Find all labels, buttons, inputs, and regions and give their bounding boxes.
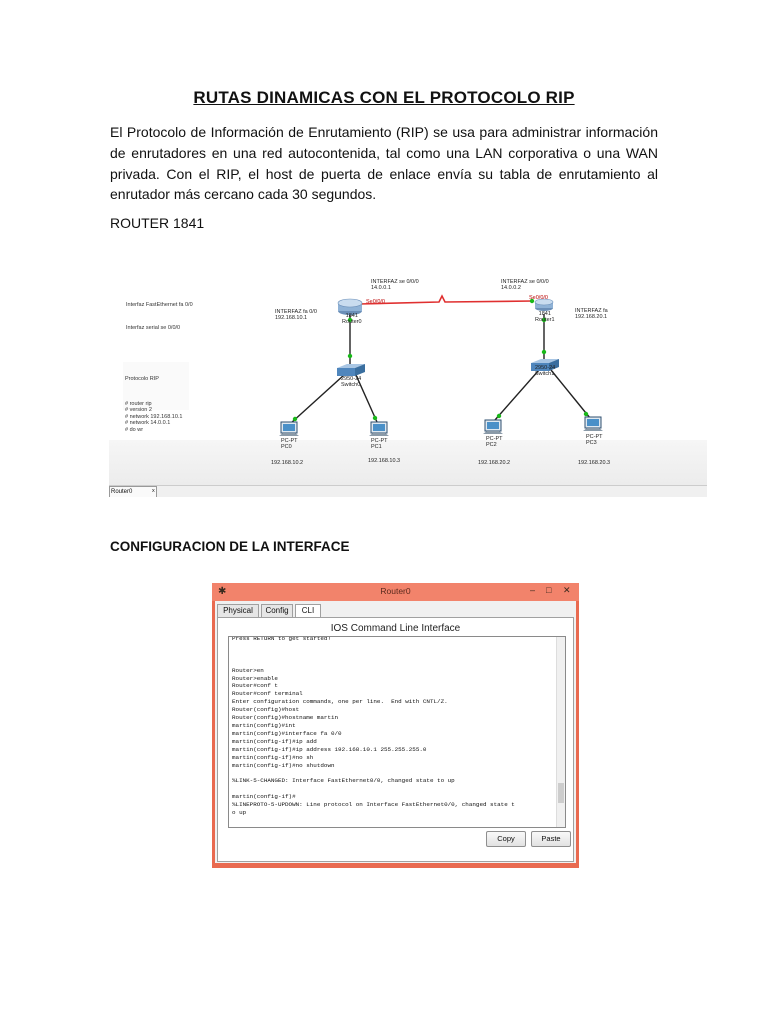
label-serial-left: INTERFAZ se 0/0/0 14.0.0.1: [371, 279, 419, 292]
window-titlebar[interactable]: [212, 583, 579, 601]
label-pc0: PC-PT PC0: [281, 438, 298, 451]
maximize-icon[interactable]: □: [546, 585, 552, 595]
link-dot: [348, 354, 352, 358]
status-tab-label: Router0: [111, 489, 133, 495]
link-dot: [497, 414, 501, 418]
router0-cli-window: [212, 583, 579, 868]
serial-link: [359, 296, 533, 304]
intro-paragraph: El Protocolo de Información de Enrutamiento (RIP) se usa para administrar información de enrutadores en una red autocontenida, tal como una LAN corporativa o una WAN privada. Con el RIP, el host de puerta de enlace envía su tabla de enrutamiento al enrutador más cercano cada 30 segundos.: [110, 124, 658, 203]
paste-button[interactable]: Paste: [531, 831, 571, 847]
label-pc1: PC-PT PC1: [371, 438, 388, 451]
label-switch0: 2950-24 Switch0: [341, 376, 362, 389]
tab-physical[interactable]: Physical: [217, 604, 259, 618]
minimize-icon[interactable]: –: [530, 585, 536, 595]
router-label: ROUTER 1841: [110, 215, 205, 231]
terminal-text: Press RETURN to get started! Router>en Router>enable Router#conf t Router#conf terminal Enter configuration commands, one per line. End with CNTL/Z. Router(config)#host Router(config)#hostname martin martin(config)#int martin(config)#interface fa 0/0 martin(config-if)#ip add martin(config-if)#ip address 192.168.10.1 255.255.255.0 martin(config-if)#no sh martin(config-if)#no shutdown %LINK-5-CHANGED: Interface FastEthernet0/0, changed state to up martin(config-if)# %LINEPROTO-5-UPDOWN: Line protocol on Interface FastEthernet0/0, changed state t o up: [232, 636, 515, 816]
label-router1: 1841 Router1: [535, 311, 555, 324]
terminal-output[interactable]: [228, 636, 566, 828]
window-title: Router0: [380, 586, 411, 596]
link-dot: [293, 417, 297, 421]
note-rip-commands: # router rip # version 2 # network 192.168.10.1 # network 14.0.0.1 # do wr: [125, 400, 183, 433]
ip-pc1: 192.168.10.3: [368, 458, 401, 464]
close-icon[interactable]: ✕: [563, 585, 571, 595]
scrollbar-thumb[interactable]: [558, 783, 564, 803]
label-port-right: Se0/0/0: [529, 295, 548, 301]
tab-cli[interactable]: CLI: [295, 604, 321, 619]
pc2-icon[interactable]: [483, 420, 503, 434]
link-dot: [542, 350, 546, 354]
pc0-icon[interactable]: [279, 422, 299, 436]
label-fa-right: INTERFAZ fa 192.168.20.1: [575, 308, 608, 321]
label-pc3: PC-PT PC3: [586, 434, 603, 447]
terminal-scrollbar[interactable]: [556, 637, 565, 827]
link-switch1-pc3: [551, 370, 590, 418]
note-rip-heading: Protocolo RIP: [125, 376, 159, 382]
link-dot: [584, 412, 588, 416]
copy-button[interactable]: Copy: [486, 831, 526, 847]
cli-panel-title: IOS Command Line Interface: [330, 623, 461, 634]
label-pc2: PC-PT PC2: [486, 436, 503, 449]
label-fa-left: INTERFAZ fa 0/0 192.168.10.1: [275, 309, 317, 322]
note-fast-ethernet: Interfaz FastEthernet fa 0/0: [126, 302, 193, 308]
switch0-icon[interactable]: [337, 364, 365, 376]
link-dot: [373, 416, 377, 420]
document-title: RUTAS DINAMICAS CON EL PROTOCOLO RIP: [193, 88, 575, 107]
app-icon: ✱: [218, 586, 227, 597]
link-switch1-pc2: [495, 370, 539, 420]
network-topology-figure: [109, 270, 707, 497]
tab-config[interactable]: Config: [261, 604, 293, 618]
pc3-icon[interactable]: [583, 417, 603, 431]
ip-pc2: 192.168.20.2: [478, 460, 511, 466]
status-tab-close[interactable]: x: [152, 488, 155, 494]
link-switch0-pc0: [291, 375, 344, 423]
label-serial-right: INTERFAZ se 0/0/0 14.0.0.2: [501, 279, 549, 292]
ip-pc0: 192.168.10.2: [271, 460, 304, 466]
label-router0: 1841 Router0: [342, 313, 362, 326]
config-heading: CONFIGURACION DE LA INTERFACE: [110, 539, 350, 554]
label-switch1: 2950-24 Switch1: [535, 365, 556, 378]
note-serial: Interfaz serial se 0/0/0: [126, 325, 181, 331]
ip-pc3: 192.168.20.3: [578, 460, 611, 466]
window-content: [215, 601, 576, 863]
label-port-left: Se0/0/0: [366, 299, 385, 305]
topology-links: [109, 270, 707, 497]
pc1-icon[interactable]: [369, 422, 389, 436]
cli-panel: [217, 617, 574, 862]
